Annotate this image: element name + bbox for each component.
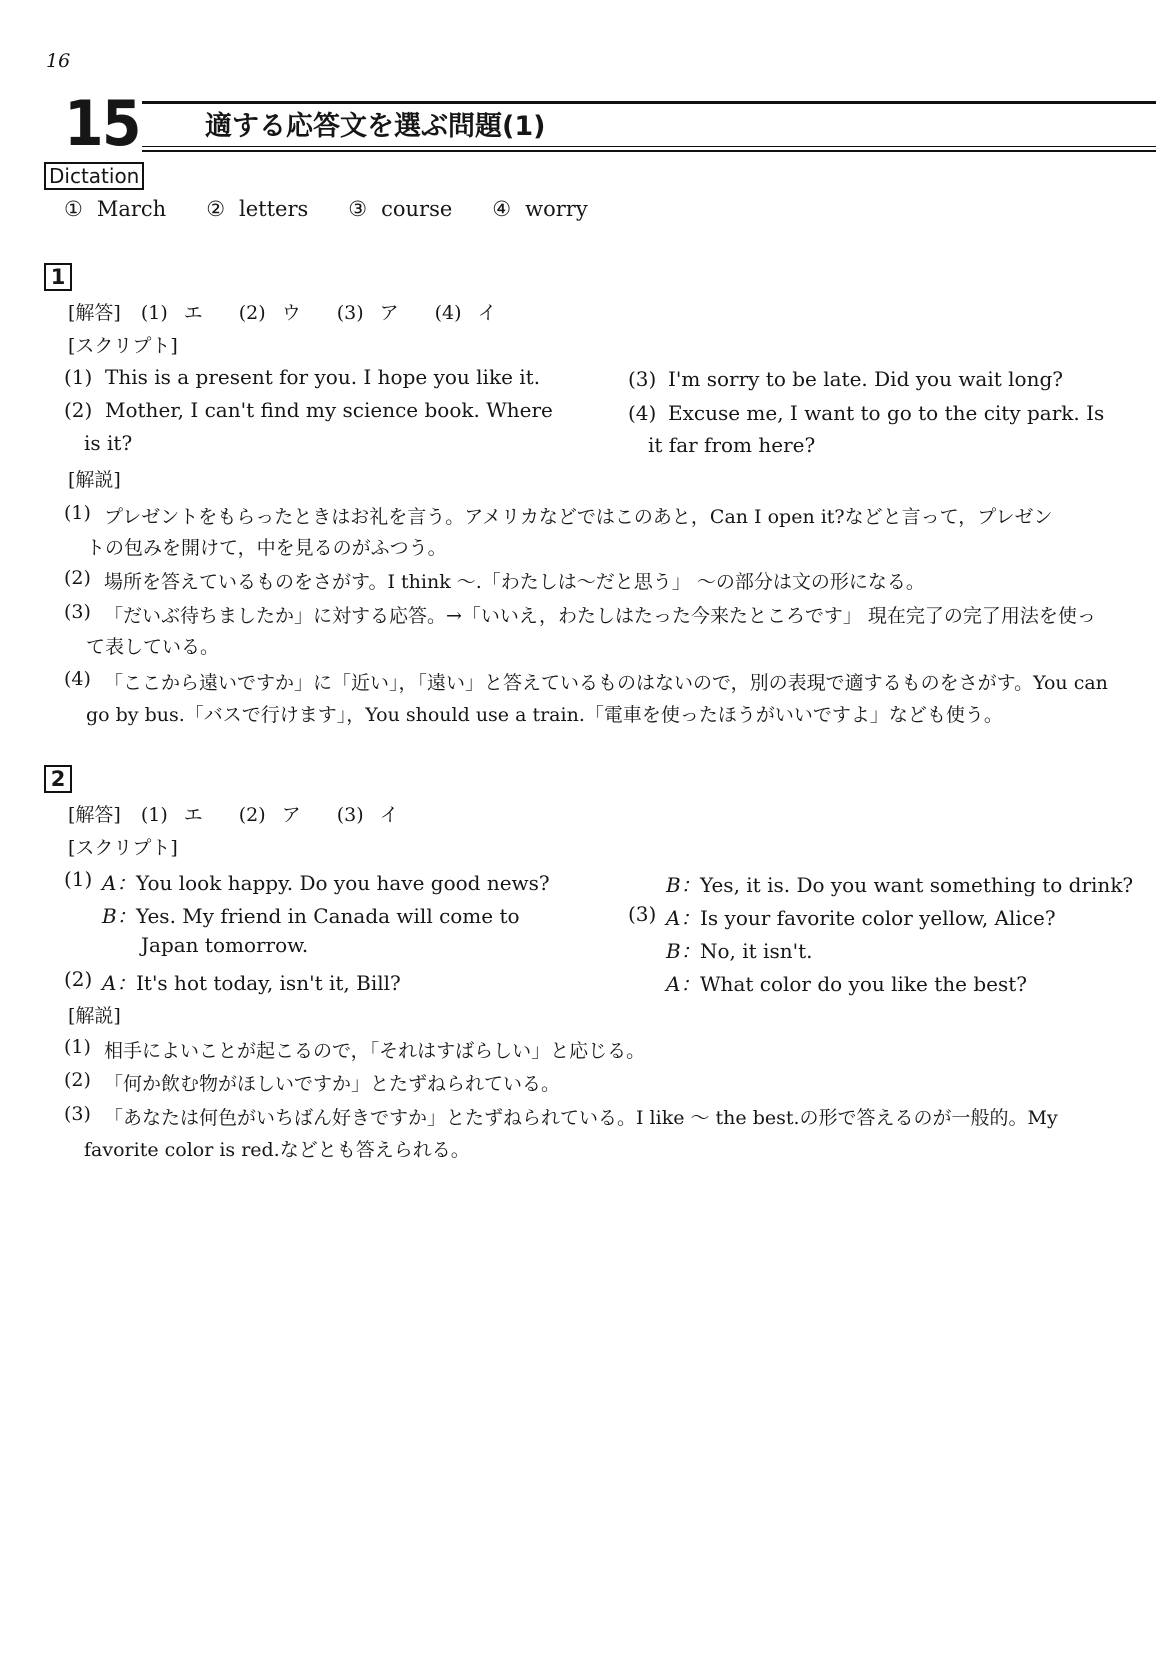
explanation-2-number: (2): [64, 567, 91, 589]
dialogue-3-line-a: A：Is your favorite color yellow, Alice?: [666, 906, 1056, 930]
dictation-answers: [64, 197, 588, 221]
script-2-text-cont: is it?: [84, 431, 133, 455]
explanation-3-text: 「あなたは何色がいちばん好きですか」とたずねられている。I like ～ the best.の形で答えるのが一般的。My: [104, 1107, 1058, 1129]
script-3-text: I'm sorry to be late. Did you wait long?: [668, 367, 1063, 391]
script-4-number: (4): [628, 401, 657, 425]
chapter-title: 適する応答文を選ぶ問題(1): [205, 111, 546, 142]
section-2-number: 2: [44, 765, 72, 793]
explanation-3-number: (3): [64, 1103, 91, 1125]
dictation-item: ③ course: [348, 197, 453, 221]
section-1-number: 1: [44, 263, 72, 291]
dialogue-1-line-b: B：Yes. My friend in Canada will come to: [102, 904, 520, 928]
explanation-4-text-cont: go by bus.「バスで行けます」，You should use a train.「電車を使ったほうがいいですよ」なども使う。: [86, 704, 1003, 726]
explanation-3-text-cont: favorite color is red.などとも答えられる。: [84, 1139, 470, 1161]
dictation-item: ② letters: [206, 197, 309, 221]
script-1-number: (1): [64, 365, 93, 389]
script-2-number: (2): [64, 398, 93, 422]
script-4-text-cont: it far from here?: [648, 433, 816, 457]
dialogue-1-number: (1): [64, 867, 93, 891]
script-label: [スクリプト]: [68, 837, 178, 859]
answer-item: (3) ア: [336, 302, 399, 324]
answer-item: (2) ア: [238, 804, 301, 826]
explanation-1-number: (1): [64, 502, 91, 524]
explanation-1-text: 相手によいことが起こるので，「それはすばらしい」と応じる。: [104, 1040, 646, 1062]
answer-item: (3) イ: [336, 804, 399, 826]
answer-item: (1) エ: [140, 302, 203, 324]
dictation-item: ① March: [64, 197, 167, 221]
answer-item: (1) エ: [140, 804, 203, 826]
dictation-label: Dictation: [44, 162, 144, 190]
answer-label: [解答]: [68, 804, 121, 826]
dictation-item: ④ worry: [492, 197, 588, 221]
explanation-2-text: 「何か飲む物がほしいですか」とたずねられている。: [104, 1073, 561, 1095]
dialogue-3-line-a2: A：What color do you like the best?: [666, 972, 1028, 996]
explanation-4-number: (4): [64, 668, 91, 690]
script-3-number: (3): [628, 367, 657, 391]
answer-label: [解答]: [68, 302, 121, 324]
dialogue-3-line-b: B：No, it isn't.: [666, 939, 813, 963]
dialogue-2-line-a: A：It's hot today, isn't it, Bill?: [102, 971, 401, 995]
dialogue-2-line-b: B：Yes, it is. Do you want something to drink?: [666, 873, 1134, 897]
script-label: [スクリプト]: [68, 335, 178, 357]
explanation-1-number: (1): [64, 1036, 91, 1058]
explanation-1-text-cont: トの包みを開けて，中を見るのがふつう。: [86, 537, 447, 559]
dialogue-2-number: (2): [64, 967, 93, 991]
script-1-text: This is a present for you. I hope you like it.: [105, 365, 541, 389]
explanation-2-text: 場所を答えているものをさがす。I think ～.「わたしは～だと思う」 ～の部分は文の形になる。: [104, 571, 925, 593]
title-rule-bottom-thin: [142, 146, 1156, 147]
dialogue-3-number: (3): [628, 902, 657, 926]
chapter-number: 15: [64, 87, 140, 160]
explanation-4-text: 「ここから遠いですか」に「近い」，「遠い」と答えているものはないので，別の表現で適するものをさがす。You can: [104, 672, 1108, 694]
explanation-label: [解説]: [68, 1005, 121, 1027]
section-2-answers: [68, 800, 415, 827]
answer-item: (2) ウ: [238, 302, 301, 324]
section-1-answers: [68, 298, 513, 325]
explanation-1-text: プレゼントをもらったときはお礼を言う。アメリカなどではこのあと，Can I open it?などと言って，プレゼン: [104, 506, 1053, 528]
page-number: 16: [46, 50, 71, 72]
script-4-text: Excuse me, I want to go to the city park. Is: [668, 401, 1105, 425]
dialogue-1-line-b-cont: Japan tomorrow.: [141, 933, 309, 957]
answer-item: (4) イ: [434, 302, 497, 324]
dialogue-1-line-a: A：You look happy. Do you have good news?: [102, 871, 550, 895]
explanation-3-number: (3): [64, 601, 91, 623]
title-rule-bottom: [142, 150, 1156, 152]
explanation-2-number: (2): [64, 1069, 91, 1091]
explanation-label: [解説]: [68, 469, 121, 491]
explanation-3-text-cont: て表している。: [86, 636, 220, 658]
explanation-3-text: 「だいぶ待ちましたか」に対する応答。→「いいえ，わたしはたった今来たところです」 現在完了の完了用法を使っ: [104, 605, 1096, 627]
script-2-text: Mother, I can't find my science book. Where: [105, 398, 553, 422]
